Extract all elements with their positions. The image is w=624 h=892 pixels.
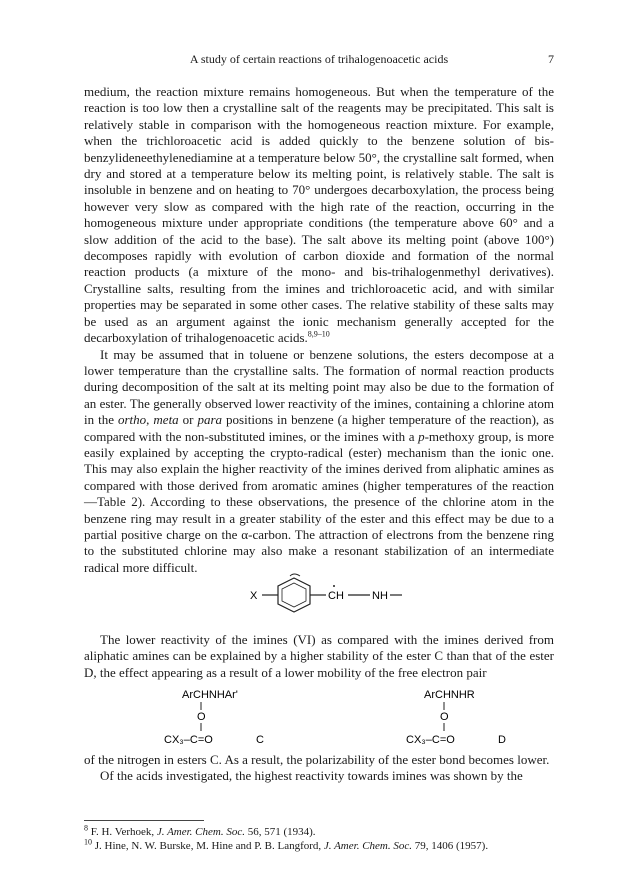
ester-drawing <box>84 688 554 748</box>
paragraph-2-text: -methoxy group, is more easily explained by accepting the crypto-radical (ester) mechanism than the ionic one. This may also explain the higher reactivity of the imines derived from aliphatic amines as compared with those derived from aromatic amines (higher temperatures of the reaction—Table 2). According to these observations, the presence of the chlorine atom in the benzene ring may result in a greater stability of the ester and this effect may be due to a partial positive charge on the α-carbon. The attraction of electrons from the benzene ring to the substituted chlorine may also make a resonant stabilization of an intermediate radical more difficult. <box>84 428 554 575</box>
separator: or <box>178 412 198 428</box>
footnote-journal: J. Amer. Chem. Soc. <box>323 840 412 852</box>
italic-meta: meta <box>153 412 179 428</box>
running-header <box>84 52 554 68</box>
footnote-mark: 8 <box>84 823 88 833</box>
main-text <box>84 84 554 576</box>
ester-d-bottom: CX₃–C=O <box>406 734 455 746</box>
italic-ortho: ortho <box>117 412 147 428</box>
footnote-journal: J. Amer. Chem. Soc. <box>156 826 245 838</box>
main-text-3 <box>84 752 554 785</box>
nh-group: NH <box>372 590 388 602</box>
paragraph-2-text: It may be assumed that in toluene or benzene solutions, the esters decompose at a lower temperature than the crystalline salts. The formation of normal reaction products during decomposition of the salt at its melting point may also be due to the formation of an ester. The generally observed lower reactivity of the imines, containing a chlorine atom in the <box>84 346 554 428</box>
ester-d-top: ArCHNHR <box>424 689 475 701</box>
ester-d-oxygen: O <box>440 711 449 723</box>
citation-marker: 8,9–10 <box>307 329 330 339</box>
paragraph-2 <box>84 347 554 577</box>
ester-structures <box>84 688 554 758</box>
substituent-x: X <box>250 590 258 602</box>
footnote-ref: 56, 571 (1934). <box>244 826 316 838</box>
separator: , <box>146 412 154 428</box>
ester-c-top: ArCHNHAr' <box>182 689 238 701</box>
paragraph-5: Of the acids investigated, the highest reactivity towards imines was shown by the <box>100 768 523 784</box>
footnote-authors: F. H. Verhoek, <box>90 826 157 838</box>
ch-group: CH <box>328 590 344 602</box>
ester-c-oxygen: O <box>197 711 206 723</box>
italic-para: para <box>197 412 223 428</box>
benzene-structure <box>250 572 430 620</box>
benzene-ring-drawing <box>250 572 430 620</box>
footnote-8 <box>84 825 554 839</box>
footnote-authors: J. Hine, N. W. Burske, M. Hine and P. B. Langford, <box>94 840 324 852</box>
ester-c-bottom: CX₃–C=O <box>164 734 213 746</box>
running-title: A study of certain reactions of trihalogenoacetic acids <box>189 52 449 66</box>
paragraph-2-text: positions in benzene (a higher temperature of the reaction), as compared with the non-substituted imines, or the imines with a <box>84 412 554 444</box>
page-number: 7 <box>548 52 554 66</box>
footnote-rule <box>84 820 204 821</box>
footnote-ref: 79, 1406 (1957). <box>412 840 489 852</box>
paragraph-1 <box>84 84 554 347</box>
italic-p: p <box>418 428 425 444</box>
paragraph-1-text: medium, the reaction mixture remains homogeneous. But when the temperature of the reaction is too low then a crystalline salt of the reagents may be precipitated. This salt is relatively stable in comparison with the homogeneous reaction mixture. For example, when the trichloroacetic acid is added quickly to the benzene solution of bis-benzylideneethylenediamine at a temperature below 50°, the crystalline salt formed, when dry and stored at a temperature below its melting point, is relatively stable. The salt is insoluble in benzene and on heating to 70° undergoes decarboxylation, the process being however very slow as compared with the high rate of the reaction, occurring in the homogeneous mixture under appropriate conditions (the temperature above 60° and a slow addition of the acid to the base). The salt above its melting point (above 100°) decomposes rapidly with evolution of carbon dioxide and formation of the normal reaction products (a mixture of the mono- and bis-trihalogenmethyl derivatives). Crystalline salts, resulting from the imines and trichloroacetic acid, and with similar properties may be separated in some other cases. The relative stability of these salts may be used as an argument against the ionic mechanism generally accepted for the decarboxylation of trihalogenoacetic acids. <box>84 84 554 346</box>
paragraph-4: of the nitrogen in esters C. As a result, the polarizability of the ester bond becomes lower. <box>84 752 550 767</box>
paragraph-3: The lower reactivity of the imines (VI) as compared with the imines derived from aliphatic amines can be explained by a higher stability of the ester C than that of the ester D, the effect appearing as a result of a lower mobility of the free electron pair <box>84 632 554 680</box>
footnotes <box>84 820 554 853</box>
ester-c-label: C <box>256 734 264 746</box>
main-text-2 <box>84 632 554 681</box>
footnote-mark: 10 <box>84 837 92 847</box>
footnote-10 <box>84 839 554 853</box>
ester-d-label: D <box>498 734 506 746</box>
